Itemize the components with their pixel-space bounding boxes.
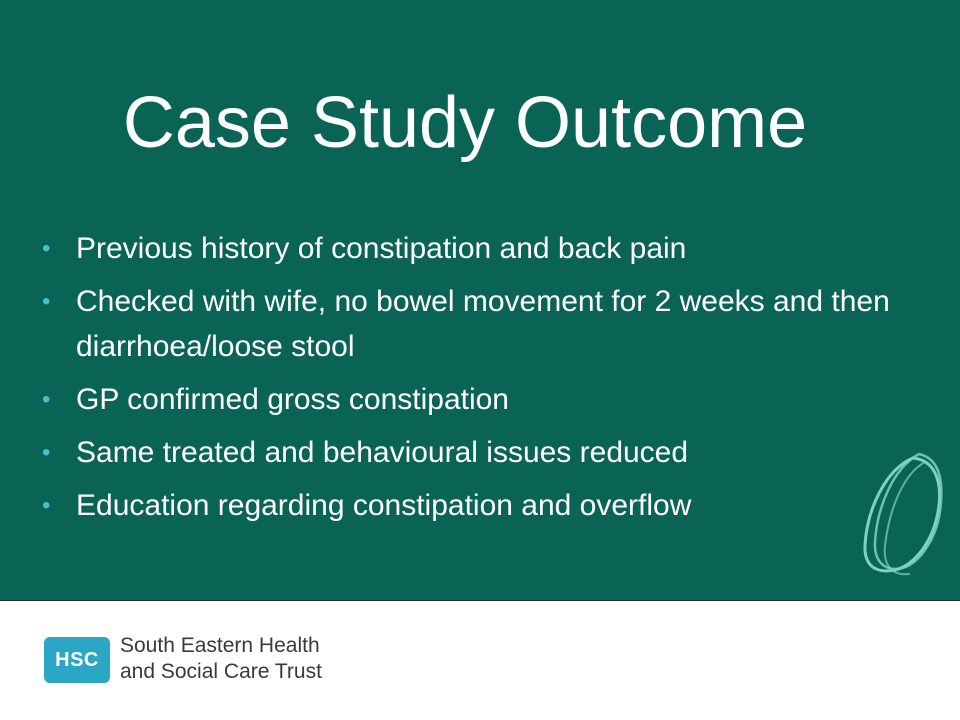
hsc-logo-text: HSC	[55, 649, 99, 671]
bullet-text: Previous history of constipation and back pain	[76, 232, 687, 265]
footer	[0, 600, 960, 720]
bullet-item	[42, 377, 902, 422]
slide-title: Case Study Outcome	[122, 83, 808, 163]
organisation-name	[120, 633, 322, 685]
bullet-item	[42, 279, 902, 369]
bullet-marker: •	[42, 386, 51, 413]
bullet-item	[42, 226, 902, 271]
bullet-text: Checked with wife, no bowel movement for 2 weeks and then diarrhoea/loose stool	[76, 285, 890, 363]
bullet-item	[42, 483, 902, 528]
organisation-name-line1: South Eastern Health	[120, 634, 320, 657]
bullet-marker: •	[42, 235, 51, 262]
bullet-marker: •	[42, 492, 51, 519]
swirl-icon	[855, 450, 945, 580]
bullet-list	[42, 226, 902, 536]
bullet-text: GP confirmed gross constipation	[76, 383, 509, 416]
bullet-text: Education regarding constipation and overflow	[76, 489, 692, 522]
bullet-text: Same treated and behavioural issues reduced	[76, 436, 689, 469]
organisation-name-line2: and Social Care Trust	[120, 660, 322, 683]
bullet-marker: •	[42, 439, 51, 466]
bullet-item	[42, 430, 902, 475]
bullet-marker: •	[42, 288, 51, 315]
hsc-logo	[44, 637, 110, 683]
